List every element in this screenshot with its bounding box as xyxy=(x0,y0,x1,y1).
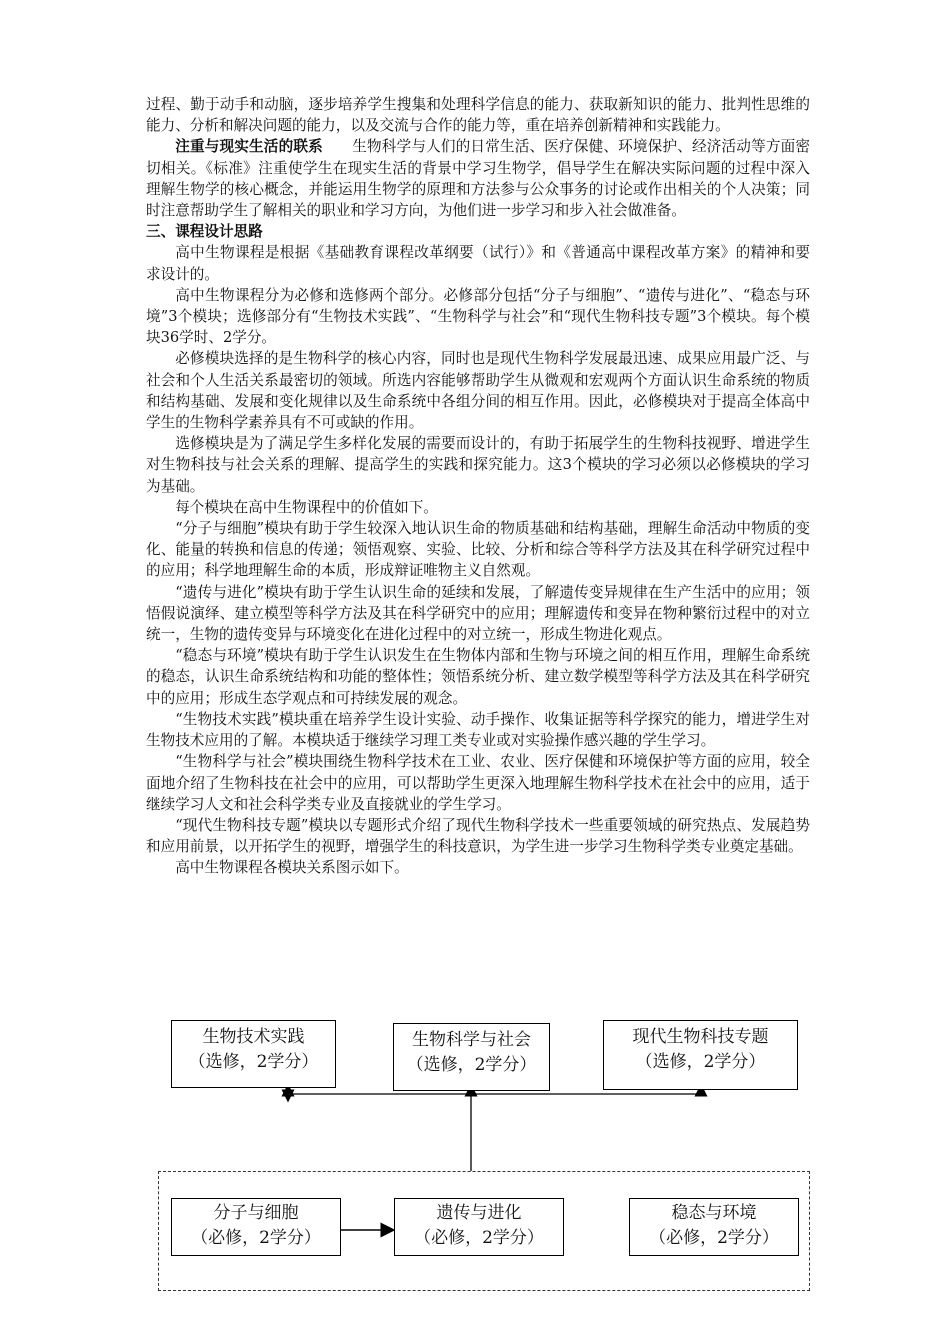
paragraph-text: 生物科学与人们的日常生活、医疗保健、环境保护、经济活动等方面密切相关。《标准》注重使学生在现实生活的背景中学习生物学，倡导学生在解决实际问题的过程中深入理解生物学的核心概念，并能运用生物学的原理和方法参与公众事务的讨论或作出相关的个人决策；同时注意帮助学生了解相关的职业和学习方向，为他们进一步学习和步入社会做准备。 xyxy=(146,138,810,220)
paragraph-text: 每个模块在高中生物课程中的价值如下。 xyxy=(175,498,438,516)
box-credit: （选修，2学分） xyxy=(188,1052,319,1072)
box-title: 生物技术实践 xyxy=(202,1027,305,1047)
paragraph-text: “生物技术实践”模块重在培养学生设计实验、动手操作、收集证据等科学探究的能力，增进学生对生物技术应用的了解。本模块适于继续学习理工类专业或对实验操作感兴趣的学生学习。 xyxy=(146,710,810,750)
elective-box-biotech-practice xyxy=(171,1020,336,1088)
box-credit: （必修，2学分） xyxy=(191,1228,321,1248)
elective-box-modern-biotech xyxy=(603,1020,798,1090)
paragraph-text: 高中生物课程是根据《基础教育课程改革纲要（试行）》和《普通高中课程改革方案》的精神和要求设计的。 xyxy=(146,244,810,283)
paragraph-text: “稳态与环境”模块有助于学生认识发生在生物体内部和生物与环境之间的相互作用，理解生命系统的稳态，认识生命系统结构和功能的整体性；领悟系统分析、建立数学模型等科学方法及其在科学研究中的应用；形成生态学观点和可持续发展的观念。 xyxy=(146,647,810,707)
box-credit: （必修，2学分） xyxy=(414,1228,544,1248)
paragraph-text: 过程、勤于动手和动脑，逐步培养学生搜集和处理科学信息的能力、获取新知识的能力、批判性思维的能力、分析和解决问题的能力，以及交流与合作的能力等，重在培养创新精神和实践能力。 xyxy=(146,96,810,135)
paragraph-lead: 注重与现实生活的联系 xyxy=(175,138,323,156)
paragraph-text: “生物科学与社会”模块围绕生物科学技术在工业、农业、医疗保健和环境保护等方面的应用，较全面地介绍了生物科技在社会中的应用，可以帮助学生更深入地理解生物科学技术在社会中的应用，适于继续学习人文和社会科学类专业及直接就业的学生学习。 xyxy=(146,753,810,813)
paragraph-text: “遗传与进化”模块有助于学生认识生命的延续和发展，了解遗传变异规律在生产生活中的应用；领悟假说演绎、建立模型等科学方法及其在科学研究中的应用；理解遗传和变异在物种繁衍过程中的对立统一，生物的遗传变异与环境变化在进化过程中的对立统一，形成生物进化观点。 xyxy=(146,583,810,644)
paragraph-text: 高中生物课程各模块关系图示如下。 xyxy=(175,859,409,877)
box-title: 现代生物科技专题 xyxy=(632,1027,769,1047)
elective-box-bioscience-society xyxy=(393,1023,550,1091)
required-box-molecule-cell xyxy=(171,1198,341,1256)
required-box-genetics-evolution xyxy=(394,1198,564,1256)
box-credit: （必修，2学分） xyxy=(649,1228,779,1248)
box-title: 生物科学与社会 xyxy=(412,1030,531,1050)
paragraph-text: “分子与细胞”模块有助于学生较深入地认识生命的物质基础和结构基础，理解生命活动中物质的变化、能量的转换和信息的传递；领悟观察、实验、比较、分析和综合等科学方法及其在科学研究过程中的应用；科学地理解生命的本质，形成辩证唯物主义自然观。 xyxy=(146,520,810,580)
box-credit: （选修，2学分） xyxy=(635,1052,766,1072)
paragraph-text: 高中生物课程分为必修和选修两个部分。必修部分包括“分子与细胞”、“遗传与进化”、“稳态与环境”3个模块；选修部分有“生物技术实践”、“生物科学与社会”和“现代生物科技专题”3个模块。每个模块36学时、2学分。 xyxy=(146,286,810,347)
box-title: 稳态与环境 xyxy=(671,1203,757,1223)
paragraph-text: 必修模块选择的是生物科学的核心内容，同时也是现代生物科学发展最迅速、成果应用最广泛、与社会和个人生活关系最密切的领域。所选内容能够帮助学生从微观和宏观两个方面认识生命系统的物质和结构基础、发展和变化规律以及生命系统中各组分间的相互作用。因此，必修模块对于提高全体高中学生的生物科学素养具有不可或缺的作用。 xyxy=(146,350,810,432)
paragraph-text: “现代生物科技专题”模块以专题形式介绍了现代生物科学技术一些重要领域的研究热点、发展趋势和应用前景，以开拓学生的视野，增强学生的科技意识，为学生进一步学习生物科学类专业奠定基础。 xyxy=(146,816,810,856)
paragraph-text: 选修模块是为了满足学生多样化发展的需要而设计的，有助于拓展学生的生物科技视野、增进学生对生物科技与社会关系的理解、提高学生的实践和探究能力。这3个模块的学习必须以必修模块的学习为基础。 xyxy=(146,435,810,495)
box-credit: （选修，2学分） xyxy=(406,1055,537,1075)
box-title: 分子与细胞 xyxy=(213,1203,299,1223)
box-title: 遗传与进化 xyxy=(436,1203,522,1223)
required-box-homeostasis-environment xyxy=(629,1198,799,1256)
paragraph-text: 三、课程设计思路 xyxy=(146,223,263,241)
